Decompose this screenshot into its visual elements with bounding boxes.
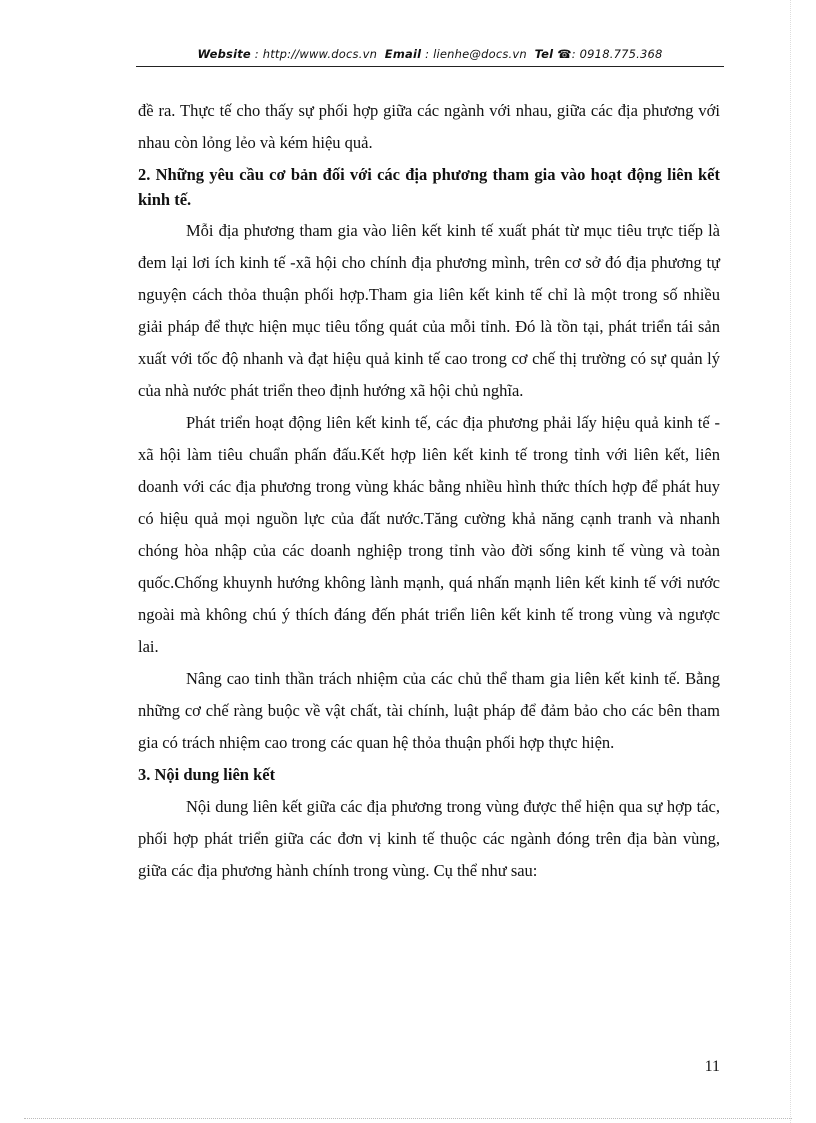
tel-number: : 0918.775.368: [571, 47, 663, 61]
paragraph-2c: Nâng cao tinh thần trách nhiệm của các chủ thể tham gia liên kết kinh tế. Bằng những cơ chế ràng buộc về vật chất, tài chính, luật pháp để đảm bảo cho các bên tham gia có trách nhiệm cao trong các quan hệ thỏa thuận phối hợp thực hiện.: [138, 669, 720, 752]
section-heading-3: 3. Nội dung liên kết: [138, 765, 276, 784]
paragraph-2b: Phát triển hoạt động liên kết kinh tế, các địa phương phải lấy hiệu quả kinh tế - xã hội làm tiêu chuẩn phấn đấu.Kết hợp liên kết kinh tế trong tỉnh với liên kết, liên doanh với các địa phương trong vùng khác bằng nhiều hình thức thích hợp để phát huy có hiệu quả mọi nguồn lực của đất nước.Tăng cường khả năng cạnh tranh và nhanh chóng hòa nhập của các doanh nghiệp trong tỉnh vào đời sống kinh tế vùng và toàn quốc.Chống khuynh hướng không lành mạnh, quá nhấn mạnh liên kết kinh tế với nước ngoài mà không chú ý thích đáng đến phát triển liên kết kinh tế trong vùng và ngược lai.: [138, 413, 720, 656]
website-label: Website: [197, 47, 251, 61]
email-address: : lienhe@docs.vn: [425, 47, 527, 61]
tel-label: Tel: [534, 47, 554, 61]
page-bottom-border: [24, 1118, 792, 1119]
page-right-border: [790, 0, 791, 1123]
document-body: [138, 95, 720, 887]
paragraph-3a: Nội dung liên kết giữa các địa phương trong vùng được thể hiện qua sự hợp tác, phối hợp phát triển giữa các đơn vị kinh tế thuộc các ngành đóng trên địa bàn vùng, giữa các địa phương hành chính trong vùng. Cụ thể như sau:: [138, 797, 720, 880]
page-header: [136, 47, 724, 65]
header-divider: [136, 66, 724, 67]
email-label: Email: [384, 47, 422, 61]
phone-icon: ☎: [557, 47, 572, 61]
section-heading-2: 2. Những yêu cầu cơ bản đối với các địa phương tham gia vào hoạt động liên kết kinh tế.: [138, 165, 720, 209]
paragraph-2a: Mỗi địa phương tham gia vào liên kết kinh tế xuất phát từ mục tiêu trực tiếp là đem lại lơi ích kinh tế -xã hội cho chính địa phương mình, trên cơ sở đó địa phương tự nguyện cách thỏa thuận phối hợp.Tham gia liên kết kinh tế chỉ là một trong số nhiều giải pháp để thực hiện mục tiêu tổng quát của mỗi tỉnh. Đó là tồn tại, phát triển tái sản xuất với tốc độ nhanh và đạt hiệu quả kinh tế cao trong cơ chế thị trường có sự quản lý của nhà nước phát triển theo định hướng xã hội chủ nghĩa.: [138, 221, 720, 400]
website-url: : http://www.docs.vn: [254, 47, 378, 61]
paragraph-intro: đề ra. Thực tế cho thấy sự phối hợp giữa các ngành với nhau, giữa các địa phương với nhau còn lỏng lẻo và kém hiệu quả.: [138, 101, 720, 152]
page-number: 11: [704, 1058, 720, 1075]
